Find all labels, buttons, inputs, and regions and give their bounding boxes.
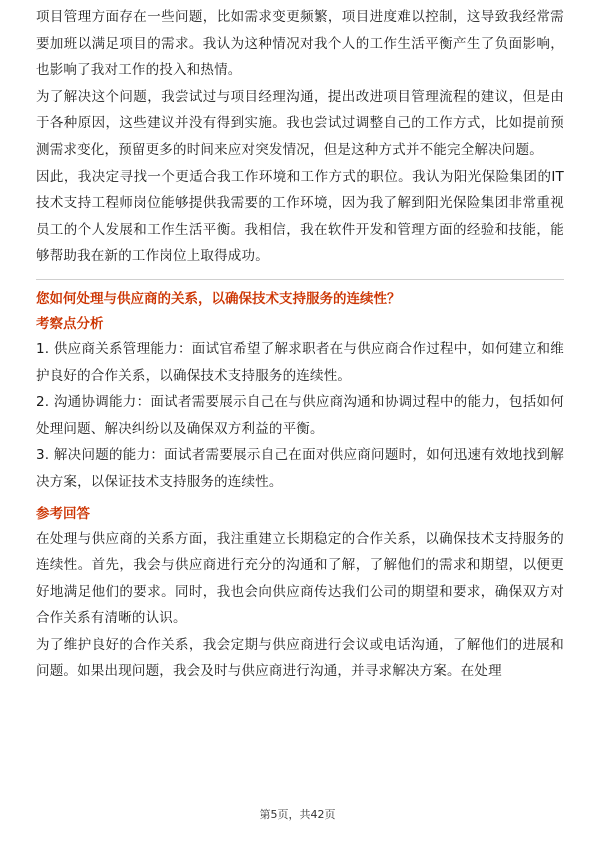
page-number-footer: 第5页，共42页 — [259, 808, 336, 821]
answer-paragraph-2: 为了维护良好的合作关系，我会定期与供应商进行会议或电话沟通，了解他们的进展和问题。如果出现问题，我会及时与供应商进行沟通，并寻求解决方案。在处理 — [36, 636, 564, 680]
analysis-point-1: 1. 供应商关系管理能力：面试官希望了解求职者在与供应商合作过程中，如何建立和维护良好的合作关系，以确保技术支持服务的连续性。 — [36, 340, 564, 384]
answer-paragraph-1: 在处理与供应商的关系方面，我注重建立长期稳定的合作关系，以确保技术支持服务的连续性。首先，我会与供应商进行充分的沟通和了解，了解他们的需求和期望，以便更好地满足他们的要求。同时，我也会向供应商传达我们公司的期望和要求，确保双方对合作关系有清晰的认识。 — [36, 530, 564, 627]
answer-title: 参考回答 — [36, 505, 90, 522]
intro-paragraph-1: 项目管理方面存在一些问题，比如需求变更频繁，项目进度难以控制，这导致我经常需要加班以满足项目的需求。我认为这种情况对我个人的工作生活平衡产生了负面影响，也影响了我对工作的投入和热情。 — [36, 9, 564, 79]
analysis-point-3: 3. 解决问题的能力：面试者需要展示自己在面对供应商问题时，如何迅速有效地找到解决方案，以保证技术支持服务的连续性。 — [36, 447, 564, 490]
intro-paragraph-3: 因此，我决定寻找一个更适合我工作环境和工作方式的职位。我认为阳光保险集团的IT技术支持工程师岗位能够提供我需要的工作环境，因为我了解到阳光保险集团非常重视员工的个人发展和工作生活平衡。我相信，我在软件开发和管理方面的经验和技能，能够帮助我在新的工作岗位上取得成功。 — [36, 168, 564, 265]
section-divider — [36, 279, 564, 280]
page-content — [36, 4, 564, 685]
analysis-title: 考察点分析 — [36, 315, 104, 332]
intro-paragraph-2: 为了解决这个问题，我尝试过与项目经理沟通，提出改进项目管理流程的建议，但是由于各种原因，这些建议并没有得到实施。我也尝试过调整自己的工作方式，比如提前预测需求变化，预留更多的时间来应对突发情况，但是这种方式并不能完全解决问题。 — [36, 88, 564, 158]
interview-question: 您如何处理与供应商的关系，以确保技术支持服务的连续性？ — [36, 290, 401, 307]
analysis-point-2: 2. 沟通协调能力：面试者需要展示自己在与供应商沟通和协调过程中的能力，包括如何处理问题、解决纠纷以及确保双方利益的平衡。 — [36, 394, 564, 437]
